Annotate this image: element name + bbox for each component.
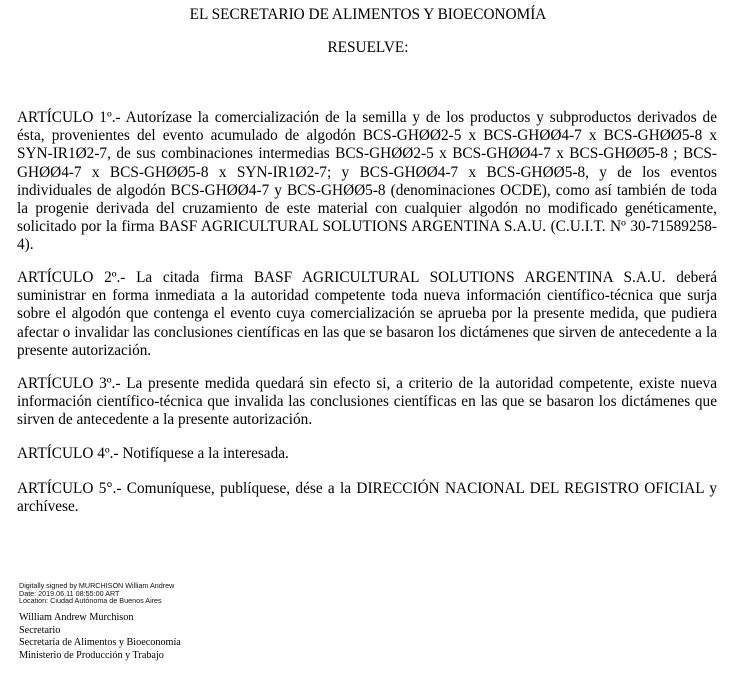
signer-department: Secretaría de Alimentos y Bioeconomía: [19, 637, 181, 649]
signer-block: [19, 612, 181, 662]
signature-signed-by: Digitally signed by MURCHISON William Andrew: [19, 581, 175, 590]
signer-role: Secretario: [19, 624, 61, 636]
article-4: ARTÍCULO 4º.- Notifíquese a la interesada.: [17, 445, 289, 462]
signature-location: Location: Ciudad Autónoma de Buenos Aires: [19, 596, 162, 606]
document-title: EL SECRETARIO DE ALIMENTOS Y BIOECONOMÍA: [189, 6, 547, 23]
signer-ministry: Ministerio de Producción y Trabajo: [19, 649, 164, 661]
article-5: ARTÍCULO 5°.- Comuníquese, publíquese, dése a la DIRECCIÓN NACIONAL DEL REGISTRO OFICIAL y archívese.: [17, 480, 717, 516]
article-3: ARTÍCULO 3º.- La presente medida quedará sin efecto si, a criterio de la autoridad competente, existe nueva información científico-técnica que invalida las conclusiones científicas en las que se basaron los dictámenes que sirven de antecedente a la presente autorización.: [17, 375, 717, 429]
signature-date: Date: 2019.06.11 08:55:00 ART: [19, 588, 120, 598]
digital-signature-block: [19, 582, 174, 605]
signer-name: William Andrew Murchison: [19, 612, 134, 623]
resuelve-heading: RESUELVE:: [327, 39, 409, 56]
article-1: ARTÍCULO 1º.- Autorízase la comercialización de la semilla y de los productos y subproductos derivados de ésta, provenientes del evento acumulado de algodón BCS-GHØØ2-5 x BCS-GHØØ4-7 x BCS-GHØØ5-8 x SYN-IR1Ø2-7, de sus combinaciones intermedias BCS-GHØØ2-5 x BCS-GHØØ4-7 x BCS-GHØØ5-8 ; BCS-GHØØ4-7 x BCS-GHØØ5-8 x SYN-IR1Ø2-7; y BCS-GHØØ4-7 x BCS-GHØØ5-8, y de los eventos individuales de algodón BCS-GHØØ4-7 y BCS-GHØØ5-8 (denominaciones OCDE), como así también de toda la progenie derivada del cruzamiento de este material con cualquier algodón no modificado genéticamente, solicitado por la firma BASF AGRICULTURAL SOLUTIONS ARGENTINA S.A.U. (C.U.I.T. Nº 30-71589258-4).: [17, 109, 717, 254]
article-2: ARTÍCULO 2º.- La citada firma BASF AGRICULTURAL SOLUTIONS ARGENTINA S.A.U. deberá suministrar en forma inmediata a la autoridad competente toda nueva información científico-técnica que surja sobre el algodón que contenga el evento cuya comercialización se aprueba por la presente medida, que pudiera afectar o invalidar las conclusiones científicas en las que se basaron los dictámenes que sirven de antecedente a la presente autorización.: [17, 269, 717, 359]
